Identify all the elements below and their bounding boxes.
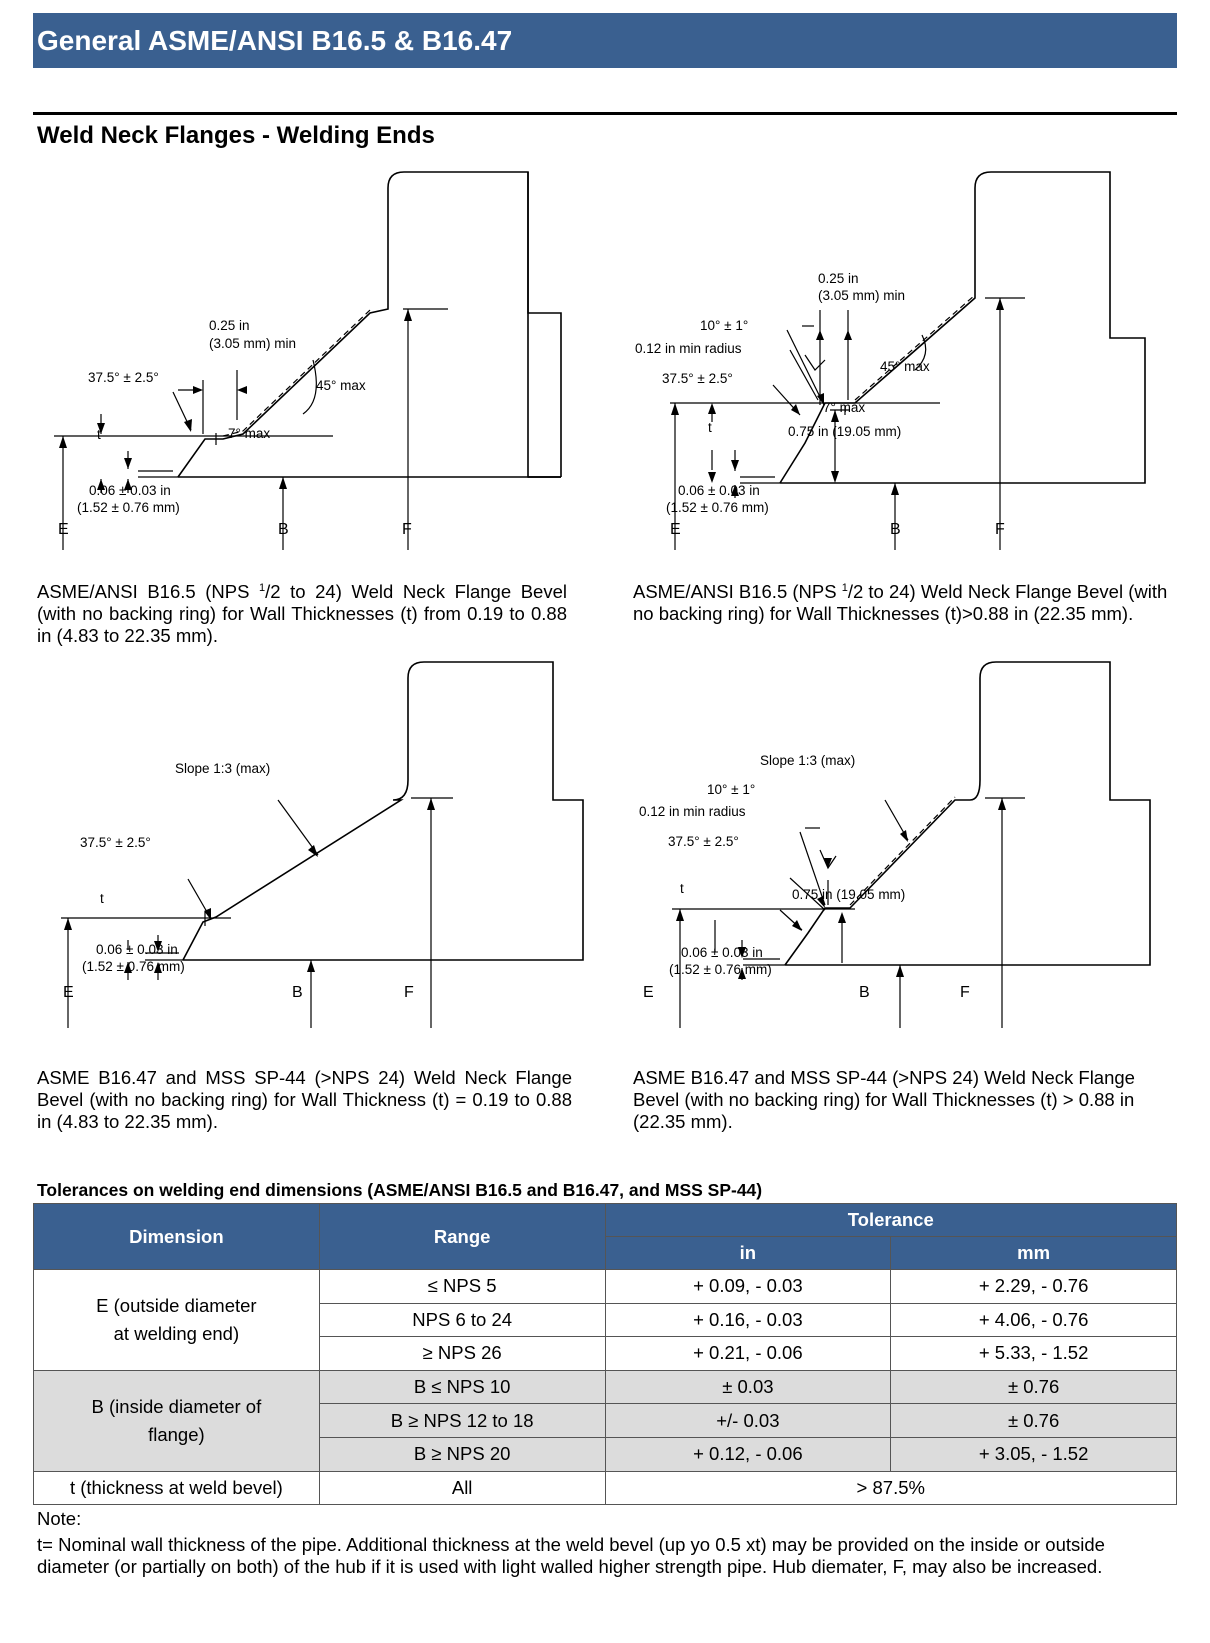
figure-bevel-b1647-thick xyxy=(630,650,1190,1050)
fig1-root-top-label: 0.06 ± 0.03 in xyxy=(89,483,171,498)
fig3-root-top-label: 0.06 ± 0.03 in xyxy=(96,942,178,957)
fig3-root-bottom-label: (1.52 ± 0.76 mm) xyxy=(82,959,185,974)
cell-range: B ≤ NPS 10 xyxy=(319,1370,605,1404)
figure-bevel-b165-thick-drawing xyxy=(630,160,1190,560)
cell-mm: ± 0.76 xyxy=(891,1404,1177,1438)
cell-range: B ≥ NPS 20 xyxy=(319,1437,605,1471)
fig4-radius-label: 0.12 in min radius xyxy=(639,804,746,819)
cell-in: + 0.12, - 0.06 xyxy=(605,1437,891,1471)
fig2-radius-label: 0.12 in min radius xyxy=(635,341,742,356)
row-group-B-line1: B (inside diameter of xyxy=(91,1395,262,1417)
figure-bevel-b165-thin-drawing xyxy=(33,160,593,560)
table-row xyxy=(34,1471,1177,1505)
figure-bevel-b1647-thin-drawing xyxy=(33,650,593,1050)
cell-in: + 0.21, - 0.06 xyxy=(605,1337,891,1371)
fig2-E-label: E xyxy=(670,521,681,538)
cell-range: All xyxy=(319,1471,605,1505)
note-text: t= Nominal wall thickness of the pipe. Additional thickness at the weld bevel (up yo 0.5 xt) may be provided on the inside or outside diameter (or partially on both) of the hub if it is used with light walled higher strength pipe. Hub diemater, F, may also be increased. xyxy=(37,1534,1105,1577)
fig1-E-label: E xyxy=(58,521,69,538)
fig1-F-label: F xyxy=(402,521,412,538)
fig3-B-label: B xyxy=(292,984,303,1001)
fig1-caption xyxy=(37,577,567,647)
figure-bevel-b165-thick xyxy=(630,160,1190,560)
fig2-inner-angle-label: 7° max xyxy=(823,400,866,415)
header-in: in xyxy=(605,1237,891,1270)
fig2-small-angle-label: 10° ± 1° xyxy=(700,318,749,333)
fig1-B-label: B xyxy=(278,521,289,538)
cell-mm: + 2.29, - 0.76 xyxy=(891,1270,1177,1304)
cell-mm: ± 0.76 xyxy=(891,1370,1177,1404)
table-title: Tolerances on welding end dimensions (ASME/ANSI B16.5 and B16.47, and MSS SP-44) xyxy=(37,1180,763,1200)
fig3-caption: ASME B16.47 and MSS SP-44 (>NPS 24) Weld Neck Flange Bevel (with no backing ring) for Wall Thickness (t) = 0.19 to 0.88 in (4.83 to 22.35 mm). xyxy=(37,1067,572,1132)
fig4-E-label: E xyxy=(643,984,654,1001)
row-group-t: t (thickness at weld bevel) xyxy=(34,1471,320,1505)
fig3-E-label: E xyxy=(63,984,74,1001)
fig4-caption: ASME B16.47 and MSS SP-44 (>NPS 24) Weld Neck Flange Bevel (with no backing ring) for Wall Thicknesses (t) > 0.88 in (22.35 mm). xyxy=(633,1067,1135,1132)
cell-in: +/- 0.03 xyxy=(605,1404,891,1438)
fig2-B-label: B xyxy=(890,521,901,538)
fig4-root-top-label: 0.06 ± 0.03 in xyxy=(681,945,763,960)
fig3-slope-label: Slope 1:3 (max) xyxy=(175,761,271,776)
fig4-angle-label: 37.5° ± 2.5° xyxy=(668,834,739,849)
fig1-caption-b: /2 to 24) Weld Neck Flange Bevel (with no backing ring) for Wall Thicknesses (t) from 0.19 to 0.88 in (4.83 to 22.35 mm). xyxy=(37,581,567,647)
row-group-B-line2: flange) xyxy=(148,1423,205,1445)
cell-range: ≤ NPS 5 xyxy=(319,1270,605,1304)
row-group-B xyxy=(34,1370,320,1471)
fig2-caption-b: /2 to 24) Weld Neck Flange Bevel (with no backing ring) for Wall Thicknesses (t)>0.88 in (22.35 mm). xyxy=(633,581,1168,625)
fig4-F-label: F xyxy=(960,984,970,1001)
table-row xyxy=(34,1370,1177,1404)
header-range: Range xyxy=(319,1204,605,1270)
row-group-E-line1: E (outside diameter xyxy=(96,1294,257,1316)
cell-range: ≥ NPS 26 xyxy=(319,1337,605,1371)
table-row xyxy=(34,1270,1177,1304)
note-label: Note: xyxy=(37,1508,82,1529)
cell-in: + 0.09, - 0.03 xyxy=(605,1270,891,1304)
fig2-land-bottom-label: (3.05 mm) min xyxy=(818,288,906,303)
cell-range: NPS 6 to 24 xyxy=(319,1303,605,1337)
cell-mm: + 5.33, - 1.52 xyxy=(891,1337,1177,1371)
section-divider xyxy=(33,112,1177,115)
fig3-t-label: t xyxy=(100,891,104,906)
fig2-angle-label: 37.5° ± 2.5° xyxy=(662,371,733,386)
fig4-root-bottom-label: (1.52 ± 0.76 mm) xyxy=(669,962,772,977)
cell-mm: + 4.06, - 0.76 xyxy=(891,1303,1177,1337)
tolerance-table xyxy=(33,1203,1177,1505)
fig2-root-bottom-label: (1.52 ± 0.76 mm) xyxy=(666,500,769,515)
row-group-E-line2: at welding end) xyxy=(113,1322,240,1344)
figure-bevel-b1647-thin xyxy=(33,650,593,1050)
fig1-hub-angle-label: 45° max xyxy=(316,378,366,393)
fig3-F-label: F xyxy=(404,984,414,1001)
fig2-hub-angle-label: 45° max xyxy=(880,359,930,374)
header-dimension: Dimension xyxy=(34,1204,320,1270)
fig2-caption xyxy=(633,577,1178,625)
fig4-small-angle-label: 10° ± 1° xyxy=(707,782,756,797)
page-header-title: General ASME/ANSI B16.5 & B16.47 xyxy=(37,25,513,56)
cell-in: + 0.16, - 0.03 xyxy=(605,1303,891,1337)
header-mm: mm xyxy=(891,1237,1177,1270)
fig1-root-bottom-label: (1.52 ± 0.76 mm) xyxy=(77,500,180,515)
fig2-F-label: F xyxy=(995,521,1005,538)
fig1-caption-sup: 1 xyxy=(259,582,266,594)
row-group-E xyxy=(34,1270,320,1371)
fig2-t-label: t xyxy=(708,420,712,435)
figure-bevel-b1647-thick-drawing xyxy=(630,650,1190,1050)
fig2-caption-a: ASME/ANSI B16.5 (NPS xyxy=(633,581,842,603)
fig2-land-top-label: 0.25 in xyxy=(818,271,859,286)
page-header-banner xyxy=(33,13,1177,68)
header-tolerance: Tolerance xyxy=(605,1204,1176,1237)
fig1-angle-label: 37.5° ± 2.5° xyxy=(88,370,159,385)
fig1-land-top-label: 0.25 in xyxy=(209,318,250,333)
section-title: Weld Neck Flanges - Welding Ends xyxy=(37,122,435,149)
fig4-t-label: t xyxy=(680,881,684,896)
cell-in: ± 0.03 xyxy=(605,1370,891,1404)
cell-mm: + 3.05, - 1.52 xyxy=(891,1437,1177,1471)
fig1-inner-angle-label: 7° max xyxy=(228,426,271,441)
fig1-t-label: t xyxy=(97,427,101,442)
fig4-slope-label: Slope 1:3 (max) xyxy=(760,753,856,768)
fig1-caption-a: ASME/ANSI B16.5 (NPS xyxy=(37,581,260,603)
fig4-B-label: B xyxy=(859,984,870,1001)
fig2-height-label: 0.75 in (19.05 mm) xyxy=(788,424,902,439)
fig1-land-bottom-label: (3.05 mm) min xyxy=(209,336,297,351)
fig2-caption-sup: 1 xyxy=(841,582,848,594)
fig3-angle-label: 37.5° ± 2.5° xyxy=(80,835,151,850)
figure-bevel-b165-thin xyxy=(33,160,593,560)
cell-tolerance: > 87.5% xyxy=(605,1471,1176,1505)
cell-range: B ≥ NPS 12 to 18 xyxy=(319,1404,605,1438)
fig4-height-label: 0.75 in (19.05 mm) xyxy=(792,887,906,902)
fig2-root-top-label: 0.06 ± 0.03 in xyxy=(678,483,760,498)
